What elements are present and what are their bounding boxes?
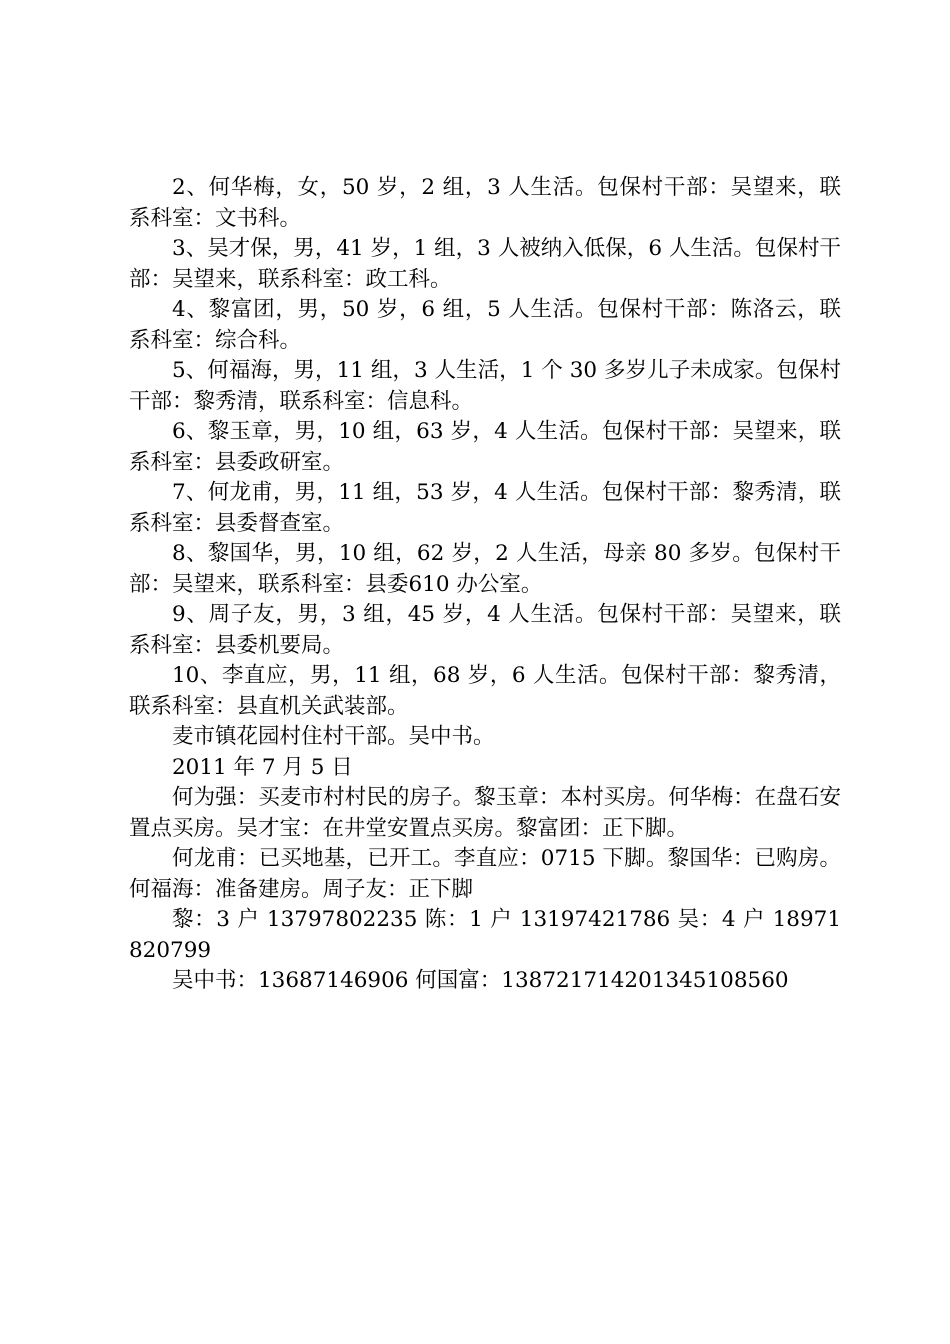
housing-status-paragraph-1: 何为强：买麦市村村民的房子。黎玉章：本村买房。何华梅：在盘石安置点买房。吴才宝：在井堂安置点买房。黎富团：正下脚。 [129, 785, 841, 841]
housing-status-paragraph-2: 何龙甫：已买地基，已开工。李直应：0715 下脚。黎国华：已购房。何福海：准备建房。周子友：正下脚 [129, 846, 841, 902]
contact-phones-paragraph-1: 黎：3 户 13797802235 陈：1 户 13197421786 吴：4 户 18971820799 [129, 907, 841, 963]
paragraph-household-10: 10、李直应，男，11 组，68 岁，6 人生活。包保村干部：黎秀清，联系科室：县直机关武装部。 [129, 663, 841, 719]
paragraph-household-4: 4、黎富团，男，50 岁，6 组，5 人生活。包保村干部：陈洛云，联系科室：综合科。 [129, 297, 841, 353]
paragraph-household-3: 3、吴才保，男，41 岁，1 组，3 人被纳入低保，6 人生活。包保村干部：吴望来，联系科室：政工科。 [129, 236, 841, 292]
paragraph-household-6: 6、黎玉章，男，10 组，63 岁，4 人生活。包保村干部：吴望来，联系科室：县委政研室。 [129, 419, 841, 475]
paragraph-household-2: 2、何华梅，女，50 岁，2 组，3 人生活。包保村干部：吴望来，联系科室：文书科。 [129, 175, 841, 231]
document-body [129, 173, 841, 997]
paragraph-household-9: 9、周子友，男，3 组，45 岁，4 人生活。包保村干部：吴望来，联系科室：县委机要局。 [129, 602, 841, 658]
paragraph-household-5: 5、何福海，男，11 组，3 人生活，1 个 30 多岁儿子未成家。包保村干部：黎秀清，联系科室：信息科。 [129, 358, 841, 414]
signature-line: 麦市镇花园村住村干部。吴中书。 [172, 724, 495, 749]
date-line: 2011 年 7 月 5 日 [172, 754, 353, 780]
contact-phones-paragraph-2: 吴中书：13687146906 何国富：138721714201345108560 [172, 968, 789, 993]
paragraph-household-7: 7、何龙甫，男，11 组，53 岁，4 人生活。包保村干部：黎秀清，联系科室：县委督查室。 [129, 480, 841, 536]
paragraph-household-8: 8、黎国华，男，10 组，62 岁，2 人生活，母亲 80 多岁。包保村干部：吴望来，联系科室：县委610 办公室。 [129, 541, 841, 597]
